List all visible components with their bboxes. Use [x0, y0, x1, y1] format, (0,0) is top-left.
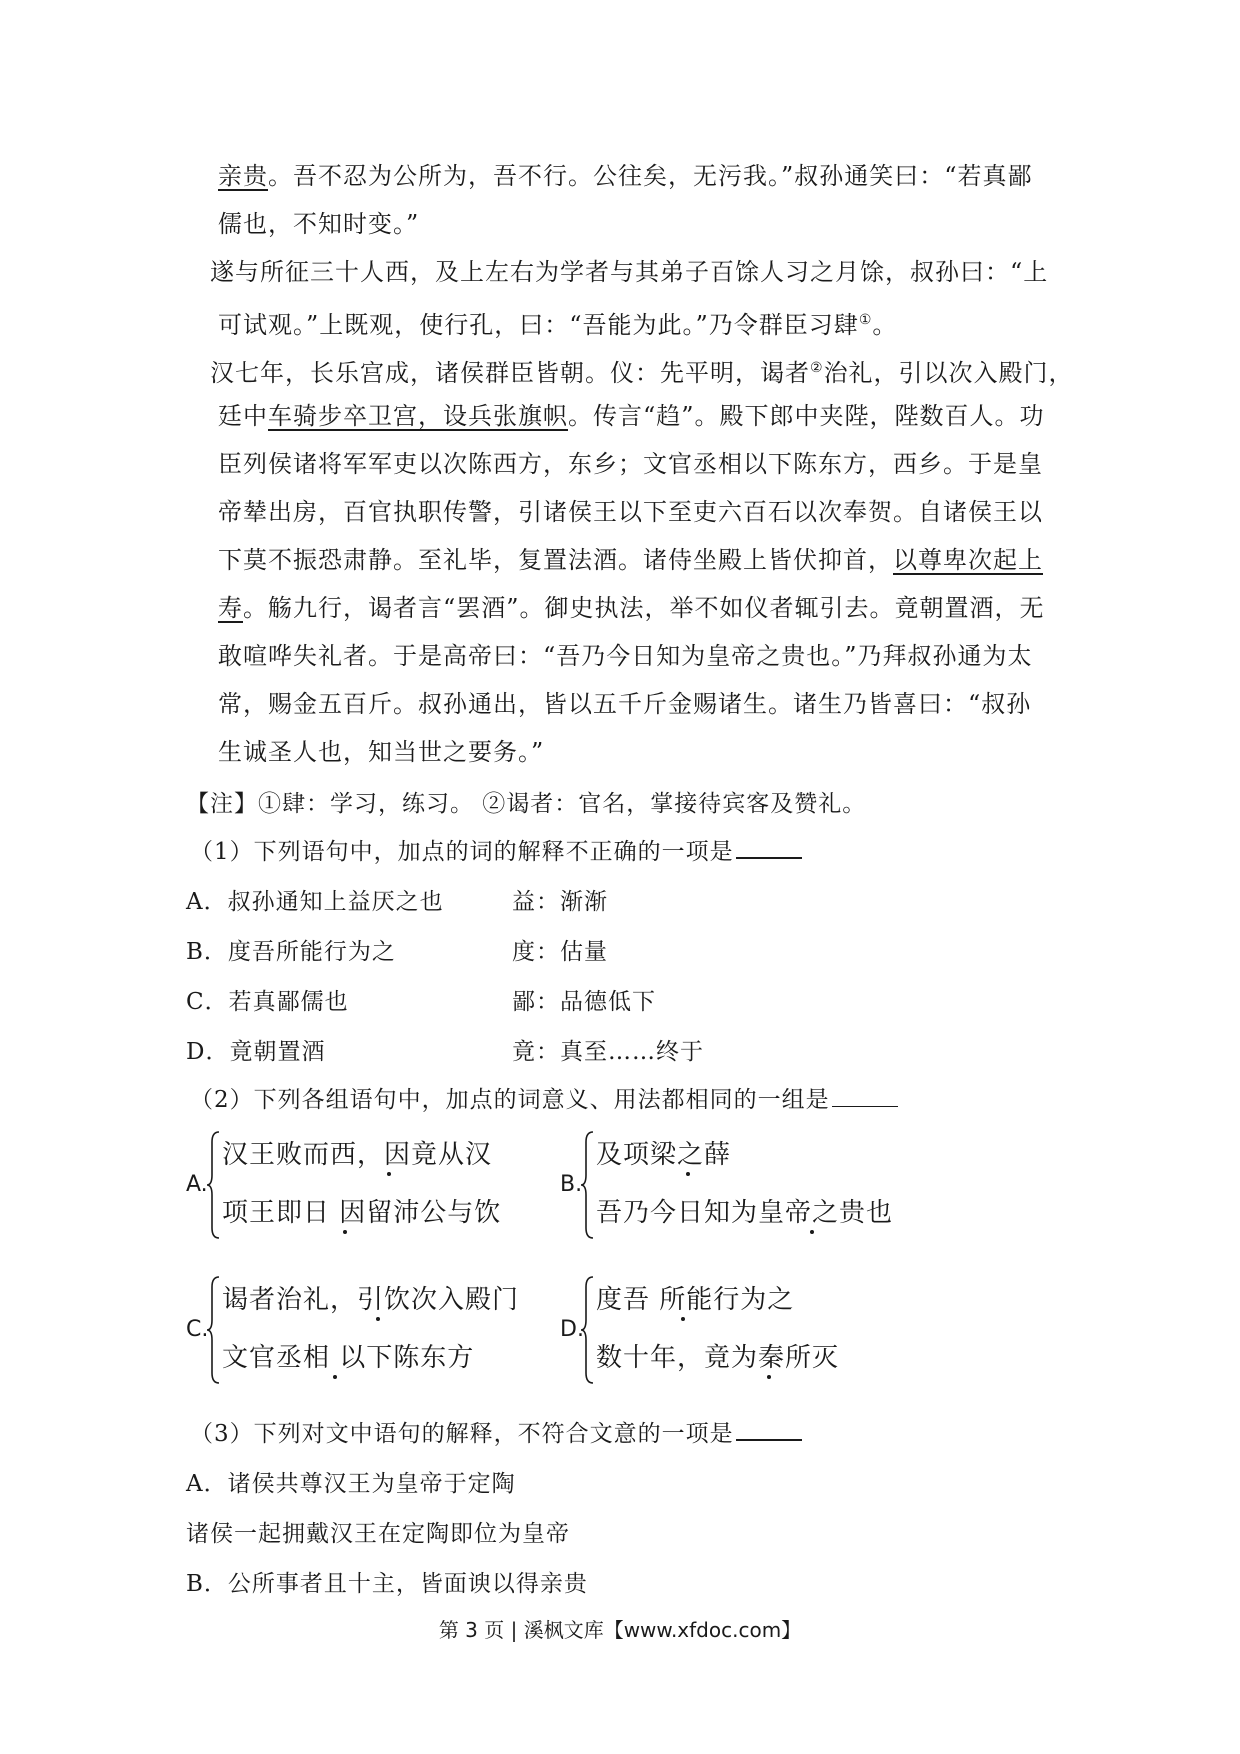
- q1-option-a-gloss: 益：渐渐: [512, 889, 608, 915]
- group-line-1: 及项梁之薛: [596, 1140, 732, 1170]
- group-line-2: 文官丞相 以下陈东方: [222, 1343, 475, 1373]
- question-1-stem: （1）下列语句中，加点的词的解释不正确的一项是: [190, 836, 802, 868]
- underlined-phrase: 以尊卑次起上: [893, 546, 1043, 574]
- annotation-note: 【注】①肆：学习，练习。 ②谒者：官名，掌接待宾客及赞礼。: [186, 791, 867, 817]
- footnote-marker: ②: [810, 360, 824, 376]
- q2-group-a: [186, 1130, 566, 1240]
- q1-option-b: B．度吾所能行为之: [186, 939, 396, 965]
- answer-blank: [832, 1086, 898, 1107]
- answer-blank: [736, 1419, 802, 1441]
- q1-option-c-gloss: 鄙：品德低下: [512, 989, 656, 1015]
- group-letter: A.: [186, 1172, 208, 1197]
- passage-line: 儒也，不知时变。”: [218, 210, 420, 238]
- q1-option-c: C．若真鄙儒也: [186, 989, 349, 1015]
- underlined-phrase: 车骑步卒卫宫，设兵张旗帜: [268, 402, 568, 430]
- q1-option-d: D．竟朝置酒: [186, 1039, 326, 1065]
- q1-option-b-gloss: 度：估量: [512, 939, 608, 965]
- underlined-phrase: 亲贵: [218, 162, 268, 190]
- emphasis-dot: [681, 1317, 685, 1321]
- q2-group-b: [560, 1130, 940, 1240]
- passage-line: 遂与所征三十人西，及上左右为学者与其弟子百馀人习之月馀，叔孙曰：“上: [210, 258, 1049, 286]
- passage-line: 可试观。”上既观，使行孔，曰：“吾能为此。”乃令群臣习肆①。: [218, 311, 898, 339]
- passage-line: 常，赐金五百斤。叔孙通出，皆以五千斤金赐诸生。诸生乃皆喜曰：“叔孙: [218, 690, 1032, 718]
- q1-option-a: A．叔孙通知上益厌之也: [186, 889, 444, 915]
- emphasis-dot: [810, 1230, 814, 1234]
- passage-line: 帝辇出房，百官执职传警，引诸侯王以下至吏六百石以次奉贺。自诸侯王以: [218, 498, 1043, 526]
- group-letter: D.: [560, 1317, 584, 1342]
- brace-icon: [206, 1130, 220, 1240]
- group-line-2: 数十年，竟为秦所灭: [596, 1343, 840, 1373]
- question-3-stem: （3）下列对文中语句的解释，不符合文意的一项是: [190, 1418, 802, 1450]
- passage-line: 生诚圣人也，知当世之要务。”: [218, 738, 545, 766]
- answer-blank: [736, 837, 802, 859]
- emphasis-dot: [376, 1317, 380, 1321]
- q2-group-c: [186, 1275, 566, 1385]
- passage-line: 寿。觞九行，谒者言“罢酒”。御史执法，举不如仪者辄引去。竟朝置酒，无: [218, 594, 1045, 622]
- passage-line: 亲贵。吾不忍为公所为，吾不行。公往矣，无污我。”叔孙通笑曰：“若真鄙: [218, 162, 1033, 190]
- q2-group-d: [560, 1275, 940, 1385]
- emphasis-dot: [767, 1375, 771, 1379]
- group-line-1: 度吾 所能行为之: [596, 1285, 795, 1315]
- group-line-2: 吾乃今日知为皇帝之贵也: [596, 1198, 894, 1228]
- brace-icon: [580, 1130, 594, 1240]
- underlined-phrase: 寿: [218, 594, 243, 622]
- passage-line: 汉七年，长乐宫成，诸侯群臣皆朝。仪：先平明，谒者②治礼，引以次入殿门，: [210, 359, 1074, 387]
- question-2-stem: （2）下列各组语句中，加点的词意义、用法都相同的一组是: [190, 1084, 898, 1116]
- q3-option-a-translation: 诸侯一起拥戴汉王在定陶即位为皇帝: [186, 1521, 570, 1547]
- emphasis-dot: [686, 1172, 690, 1176]
- page-footer: 第 3 页 | 溪枫文库【www.xfdoc.com】: [438, 1618, 802, 1642]
- emphasis-dot: [333, 1375, 337, 1379]
- brace-icon: [580, 1275, 594, 1385]
- emphasis-dot: [387, 1172, 391, 1176]
- q3-option-b: B．公所事者且十主，皆面谀以得亲贵: [186, 1571, 588, 1597]
- passage-line: 敢喧哗失礼者。于是高帝曰：“吾乃今日知为皇帝之贵也。”乃拜叔孙通为太: [218, 642, 1033, 670]
- passage-line: 下莫不振恐肃静。至礼毕，复置法酒。诸侍坐殿上皆伏抑首，以尊卑次起上: [218, 546, 1043, 574]
- group-line-2: 项王即日 因留沛公与饮: [222, 1198, 502, 1228]
- q3-option-a: A．诸侯共尊汉王为皇帝于定陶: [186, 1471, 516, 1497]
- brace-icon: [206, 1275, 220, 1385]
- emphasis-dot: [343, 1230, 347, 1234]
- group-letter: B.: [560, 1172, 583, 1197]
- footnote-marker: ①: [858, 312, 873, 328]
- group-letter: C.: [186, 1317, 209, 1342]
- passage-line: 臣列侯诸将军军吏以次陈西方，东乡；文官丞相以下陈东方，西乡。于是皇: [218, 450, 1043, 478]
- group-line-1: 汉王败而西，因竟从汉: [222, 1140, 493, 1170]
- passage-line: 廷中车骑步卒卫宫，设兵张旗帜。传言“趋”。殿下郎中夹陛，陛数百人。功: [218, 402, 1045, 430]
- q1-option-d-gloss: 竟：真至……终于: [512, 1039, 704, 1065]
- group-line-1: 谒者治礼，引饮次入殿门: [222, 1285, 520, 1315]
